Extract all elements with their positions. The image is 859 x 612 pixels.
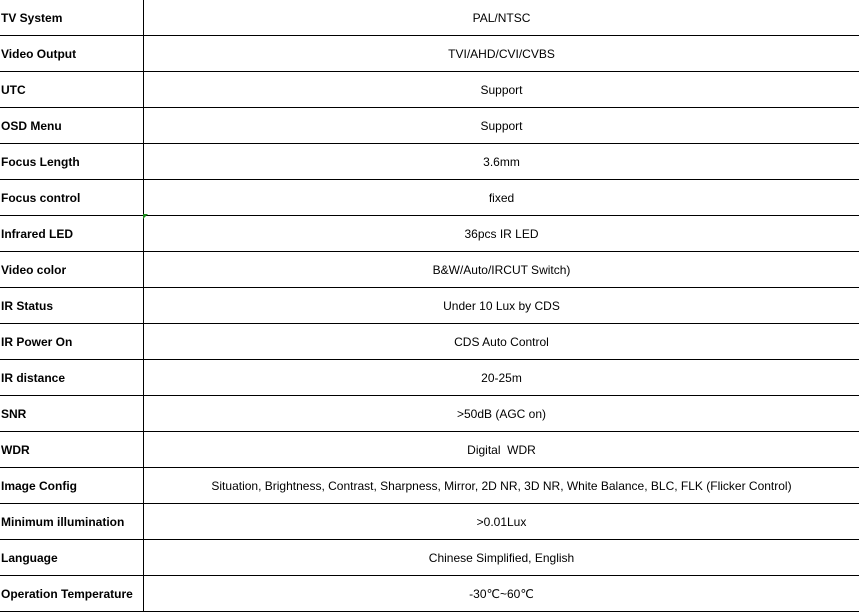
spec-label: Minimum illumination bbox=[0, 504, 144, 540]
spec-value: Under 10 Lux by CDS bbox=[144, 288, 859, 324]
spec-value: Digital WDR bbox=[144, 432, 859, 468]
spec-row-utc bbox=[0, 72, 859, 108]
cell-comment-marker bbox=[143, 214, 148, 219]
spec-label: OSD Menu bbox=[0, 108, 144, 144]
spec-row-osd-menu bbox=[0, 108, 859, 144]
spec-row-ir-distance bbox=[0, 360, 859, 396]
spec-label: IR Status bbox=[0, 288, 144, 324]
spec-row-focus-length bbox=[0, 144, 859, 180]
spec-label: WDR bbox=[0, 432, 144, 468]
spec-label: UTC bbox=[0, 72, 144, 108]
spec-label: TV System bbox=[0, 0, 144, 36]
spec-label: SNR bbox=[0, 396, 144, 432]
spec-row-video-color bbox=[0, 252, 859, 288]
spec-label: Video color bbox=[0, 252, 144, 288]
spec-row-focus-control bbox=[0, 180, 859, 216]
spec-row-minimum-illumination bbox=[0, 504, 859, 540]
spec-value: >50dB (AGC on) bbox=[144, 396, 859, 432]
spec-row-ir-status bbox=[0, 288, 859, 324]
spec-value: fixed bbox=[144, 180, 859, 216]
spec-value: TVI/AHD/CVI/CVBS bbox=[144, 36, 859, 72]
spec-row-video-output bbox=[0, 36, 859, 72]
spec-value: 20-25m bbox=[144, 360, 859, 396]
spec-row-language bbox=[0, 540, 859, 576]
spec-value: CDS Auto Control bbox=[144, 324, 859, 360]
spec-label: IR Power On bbox=[0, 324, 144, 360]
spec-value: PAL/NTSC bbox=[144, 0, 859, 36]
spec-label: IR distance bbox=[0, 360, 144, 396]
spec-row-tv-system bbox=[0, 0, 859, 36]
spec-label: Image Config bbox=[0, 468, 144, 504]
spec-value: Support bbox=[144, 72, 859, 108]
spec-value: >0.01Lux bbox=[144, 504, 859, 540]
spec-row-snr bbox=[0, 396, 859, 432]
spec-label: Infrared LED bbox=[0, 216, 144, 252]
spec-row-infrared-led bbox=[0, 216, 859, 252]
spec-row-image-config bbox=[0, 468, 859, 504]
spec-value: Support bbox=[144, 108, 859, 144]
spec-value: B&W/Auto/IRCUT Switch) bbox=[144, 252, 859, 288]
spec-label: Operation Temperature bbox=[0, 576, 144, 612]
spec-row-wdr bbox=[0, 432, 859, 468]
spec-value: Chinese Simplified, English bbox=[144, 540, 859, 576]
spec-label: Language bbox=[0, 540, 144, 576]
spec-row-ir-power-on bbox=[0, 324, 859, 360]
spec-label: Focus Length bbox=[0, 144, 144, 180]
spec-label: Focus control bbox=[0, 180, 144, 216]
spec-row-operation-temperature bbox=[0, 576, 859, 612]
spec-label: Video Output bbox=[0, 36, 144, 72]
spec-value: -30℃~60℃ bbox=[144, 576, 859, 612]
spec-value: 36pcs IR LED bbox=[144, 216, 859, 252]
spec-value: 3.6mm bbox=[144, 144, 859, 180]
spec-value: Situation, Brightness, Contrast, Sharpness, Mirror, 2D NR, 3D NR, White Balance, BLC, FLK (Flicker Control) bbox=[144, 468, 859, 504]
